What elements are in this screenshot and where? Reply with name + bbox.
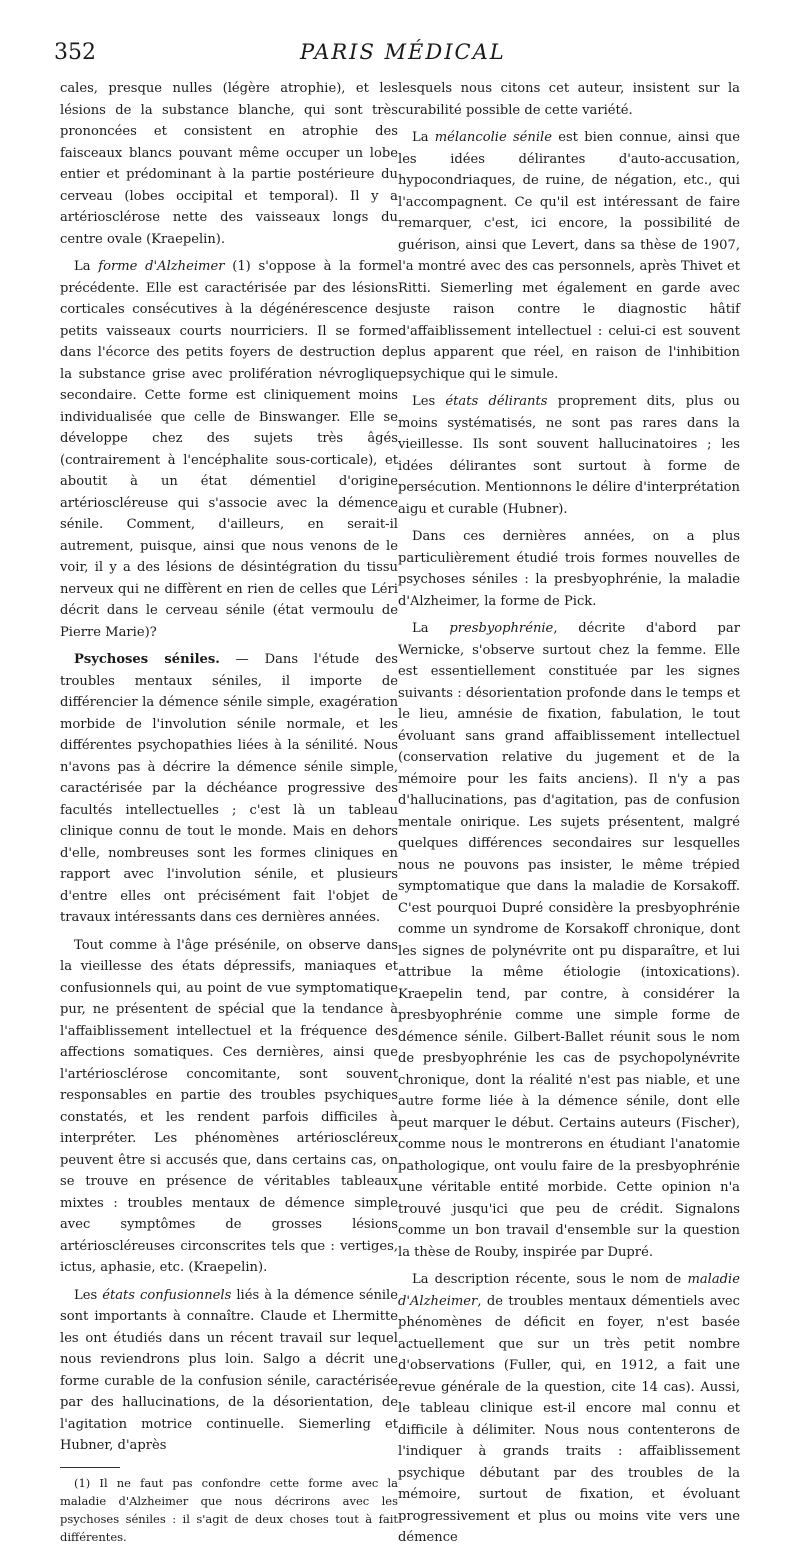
paragraph [398,618,740,1263]
paragraph [60,1285,398,1457]
paragraph [398,127,740,385]
paragraph [60,649,398,929]
text-run: liés à la démence sénile sont importants à connaître. Claude et Lhermitte les ont étudiés dans un récent travail sur lequel nous reviendrons plus loin. Salgo a décrit une forme curable de la confusion sénile, caractérisée par des hallucinations, de la désorientation, de l'agitation motrice continuelle. Siemerling et Hubner, d'après [60,1287,398,1453]
running-title: PARIS MÉDICAL [300,40,506,64]
text-run: Les [412,394,436,409]
text-run: La [412,621,429,636]
text-run: , décrite d'abord par Wernicke, s'observe surtout chez la femme. Elle est essentiellement constituée par les signes suivants : désorientation profonde dans le temps et le lieu, amnésie de fixation, fabulation, le tout évoluant sans grand affaiblissement intellectuel (conservation relative du jugement et de la mémoire pour les faits anciens). Il n'y a pas d'hallucinations, pas d'agitation, pas de confusion mentale onirique. Les sujets présentent, malgré quelques différences secondaires sur lesquelles nous ne pouvons pas insister, le même trépied symptomatique que dans la maladie de Korsakoff. C'est pourquoi Dupré considère la presbyophrénie comme un syndrome de Korsakoff chronique, dont les signes de polynévrite ont pu disparaître, et lui attribue la même étiologie (intoxications). Kraepelin tend, par contre, à considérer la presbyophrénie comme une simple forme de démence sénile. Gilbert-Ballet réunit sous le nom de presbyophrénie les cas de psychopolynévrite chronique, dont la réalité n'est pas niable, et une autre forme liée à la démence sénile, dont elle peut marquer le début. Certains auteurs (Fischer), comme nous le montrerons en étudiant l'anatomie pathologique, ont voulu faire de la presbyophrénie une véritable entité morbide. Cette opinion n'a trouvé jusqu'ici que peu de crédit. Signalons comme un bon travail d'ensemble sur la question la thèse de Rouby, inspirée par Dupré. [398,621,740,1260]
emphasis: mélancolie sénile [434,130,552,145]
paragraph: lesquels nous citons cet auteur, insistent sur la curabilité possible de cette variété. [398,81,740,118]
text-run: , de troubles mentaux démentiels avec phénomènes de déficit en foyer, n'est basée actuellement que sur un très petit nombre d'observations (Fuller, qui, en 1912, a fait une revue générale de la question, cite 14 cas). Aussi, le tableau clinique est-il encore mal connu et difficile à délimiter. Nous nous contenterons de l'indiquer à grands traits : affaiblissement psychique débutant par des troubles de la mémoire, surtout de fixation, et évoluant progressivement et plus ou moins vite vers une démence [398,1293,740,1545]
paragraph: cales, presque nulles (légère atrophie), et les lésions de la substance blanche, qui sont très prononcées et consistent en atrophie des faisceaux blancs pouvant même occuper un lobe entier et prédominant à la partie postérieure du cerveau (lobes occipital et temporal). Il y a artériosclérose nette des vaisseaux longs du centre ovale (Kraepelin). [60,81,398,247]
text-run: La [412,130,429,145]
right-column [398,78,740,1555]
text-run: La [74,259,91,274]
emphasis: états confusionnels [102,1287,232,1303]
emphasis: forme d'Alzheimer [98,259,225,274]
text-run: est bien connue, ainsi que les idées délirantes d'auto-accusation, hypocondriaques, de ruine, de négation, etc., qui l'accompagnent. Ce qu'il est intéressant de faire remarquer, c'est, ici encore, la possibilité de guérison, ainsi que Levert, dans sa thèse de 1907, l'a montré avec des cas personnels, après Thivet et Ritti. Siemerling met également en garde avec juste raison contre le diagnostic hâtif d'affaiblissement intellectuel : celui-ci est souvent plus apparent que réel, en raison de l'inhibition psychique qui le simule. [398,130,740,382]
emphasis: presbyophrénie [449,621,554,636]
text-run: Les [74,1287,98,1303]
paragraph [398,1269,740,1549]
paragraph: Dans ces dernières années, on a plus particulièrement étudié trois formes nouvelles de psychoses séniles : la presbyophrénie, la maladie d'Alzheimer, la forme de Pick. [398,529,740,609]
paragraph [398,391,740,520]
text-run: — Dans l'étude des troubles mentaux séniles, il importe de différencier la démence sénile simple, exagération morbide de l'involution sénile normale, et les différentes psychopathies liées à la sénilité. Nous n'avons pas à décrire la démence sénile simple, caractérisée par la déchéance progressive des facultés intellectuelles ; c'est là un tableau clinique connu de tout le monde. Mais en dehors d'elle, nombreuses sont les formes cliniques en rapport avec l'involution sénile, et plusieurs d'entre elles ont précisément fait l'objet de travaux intéressants dans ces dernières années. [60,652,398,925]
paragraph [60,256,398,643]
section-heading: Psychoses séniles. [74,652,220,667]
left-column [60,78,398,1552]
footnote-rule [60,1467,120,1468]
emphasis: états délirants [445,394,548,409]
text-run: proprement dits, plus ou moins systématisés, ne sont pas rares dans la vieillesse. Ils sont souvent hallucinatoires ; les idées délirantes sont surtout à forme de persécution. Mentionnons le délire d'interprétation aigu et curable (Hubner). [398,394,740,517]
text-run: La description récente, sous le nom de [412,1272,682,1287]
footnote: (1) Il ne faut pas confondre cette forme avec la maladie d'Alzheimer que nous décrirons avec les psychoses séniles : il s'agit de deux choses tout à fait différentes. [60,1475,398,1544]
paragraph: Tout comme à l'âge présénile, on observe dans la vieillesse des états dépressifs, maniaques et confusionnels qui, au point de vue symptomatique pur, ne présentent de spécial que la tendance à l'affaiblissement intellectuel et la fréquence des affections somatiques. Ces dernières, ainsi que l'artériosclérose concomitante, sont souvent responsables en partie des troubles psychiques constatés, et les rendent parfois difficiles à interpréter. Les phénomènes artérioscléreux peuvent être si accusés que, dans certains cas, on se trouve en présence de véritables tableaux mixtes : troubles mentaux de démence simple avec symptômes de grosses lésions artérioscléreuses circonscrites tels que : vertiges, ictus, aphasie, etc. (Kraepelin). [60,937,398,1275]
emphasis: maladie d'Alzheimer [398,1272,740,1309]
text-run: (1) s'oppose à la forme précédente. Elle est caractérisée par des lésions corticales consécutives à la dégénérescence des petits vaisseaux courts nourriciers. Il se forme dans l'écorce des petits foyers de destruction de la substance grise avec prolifération névroglique secondaire. Cette forme est cliniquement moins individualisée que celle de Binswanger. Elle se développe chez des sujets très âgés (contrairement à l'encéphalite sous-corticale), et aboutit à un état démentiel d'origine artérioscléreuse qui s'associe avec la démence sénile. Comment, d'ailleurs, en serait-il autrement, puisque, ainsi que nous venons de le voir, il y a des lésions de désintégration du tissu nerveux qui ne diffèrent en rien de celles que Léri décrit dans le cerveau sénile (état vermoulu de Pierre Marie)? [60,259,399,640]
page-number: 352 [54,40,96,65]
